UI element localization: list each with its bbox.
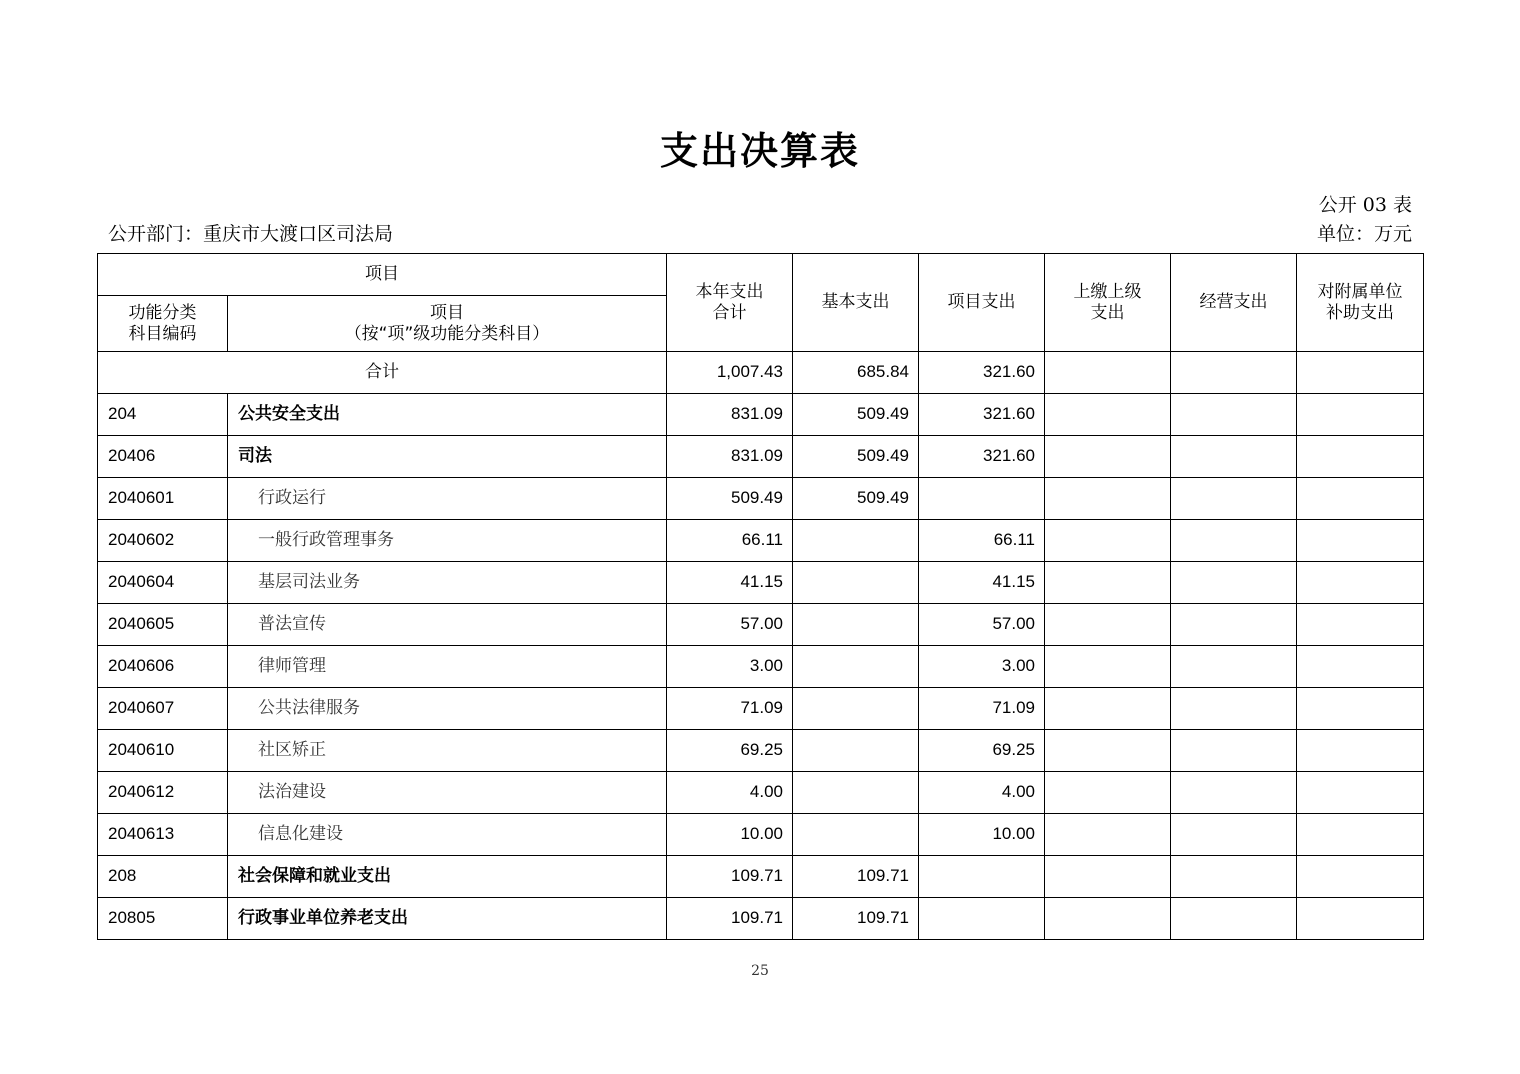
header-basic: 基本支出 — [793, 254, 919, 352]
row-cell-subsidy — [1297, 562, 1424, 604]
row-cell-basic — [793, 604, 919, 646]
row-cell-total: 57.00 — [667, 604, 793, 646]
row-cell-total: 831.09 — [667, 394, 793, 436]
unit-label: 单位：万元 — [1316, 223, 1412, 245]
row-cell-upper — [1045, 394, 1171, 436]
row-cell-project: 69.25 — [919, 730, 1045, 772]
row-code: 204 — [98, 394, 228, 436]
row-cell-basic — [793, 730, 919, 772]
total-cell-upper — [1045, 352, 1171, 394]
row-cell-total: 109.71 — [667, 856, 793, 898]
row-cell-total: 69.25 — [667, 730, 793, 772]
table-row — [98, 730, 1424, 772]
row-cell-business — [1171, 688, 1297, 730]
header-subsidy: 对附属单位 补助支出 — [1297, 254, 1424, 352]
row-cell-total: 10.00 — [667, 814, 793, 856]
row-cell-business — [1171, 436, 1297, 478]
form-number: 公开 03 表 — [1318, 194, 1412, 216]
row-cell-subsidy — [1297, 772, 1424, 814]
row-cell-upper — [1045, 604, 1171, 646]
row-cell-basic — [793, 772, 919, 814]
row-cell-business — [1171, 856, 1297, 898]
table-row — [98, 394, 1424, 436]
row-code: 2040601 — [98, 478, 228, 520]
row-cell-project: 66.11 — [919, 520, 1045, 562]
row-cell-subsidy — [1297, 646, 1424, 688]
row-name: 法治建设 — [228, 772, 667, 814]
table-row — [98, 562, 1424, 604]
row-cell-subsidy — [1297, 898, 1424, 940]
row-name: 基层司法业务 — [228, 562, 667, 604]
row-cell-subsidy — [1297, 688, 1424, 730]
row-cell-basic: 509.49 — [793, 394, 919, 436]
row-cell-basic — [793, 520, 919, 562]
row-cell-subsidy — [1297, 478, 1424, 520]
row-name: 一般行政管理事务 — [228, 520, 667, 562]
row-code: 2040613 — [98, 814, 228, 856]
row-name: 行政运行 — [228, 478, 667, 520]
row-code: 20805 — [98, 898, 228, 940]
row-cell-project: 41.15 — [919, 562, 1045, 604]
row-name: 律师管理 — [228, 646, 667, 688]
row-cell-total: 71.09 — [667, 688, 793, 730]
row-cell-basic: 109.71 — [793, 856, 919, 898]
row-cell-subsidy — [1297, 436, 1424, 478]
row-cell-subsidy — [1297, 814, 1424, 856]
row-cell-basic: 509.49 — [793, 436, 919, 478]
total-cell-business — [1171, 352, 1297, 394]
row-cell-upper — [1045, 898, 1171, 940]
row-cell-upper — [1045, 646, 1171, 688]
row-code: 2040602 — [98, 520, 228, 562]
row-cell-upper — [1045, 730, 1171, 772]
row-code: 208 — [98, 856, 228, 898]
row-code: 2040606 — [98, 646, 228, 688]
page-title: 支出决算表 — [659, 129, 860, 173]
row-cell-business — [1171, 730, 1297, 772]
row-cell-business — [1171, 478, 1297, 520]
row-name: 行政事业单位养老支出 — [228, 898, 667, 940]
row-cell-subsidy — [1297, 394, 1424, 436]
total-label: 合计 — [98, 352, 667, 394]
row-cell-upper — [1045, 814, 1171, 856]
row-cell-total: 109.71 — [667, 898, 793, 940]
row-cell-basic: 109.71 — [793, 898, 919, 940]
row-cell-upper — [1045, 478, 1171, 520]
table-row — [98, 520, 1424, 562]
table-row — [98, 772, 1424, 814]
row-code: 2040604 — [98, 562, 228, 604]
row-code: 2040612 — [98, 772, 228, 814]
row-cell-upper — [1045, 520, 1171, 562]
total-cell-total: 1,007.43 — [667, 352, 793, 394]
table-row — [98, 856, 1424, 898]
row-cell-upper — [1045, 436, 1171, 478]
total-cell-subsidy — [1297, 352, 1424, 394]
header-name: 项目 （按“项”级功能分类科目） — [228, 296, 667, 352]
page-number: 25 — [751, 963, 769, 979]
row-cell-project — [919, 898, 1045, 940]
row-cell-project: 4.00 — [919, 772, 1045, 814]
row-cell-business — [1171, 772, 1297, 814]
row-cell-upper — [1045, 562, 1171, 604]
row-name: 司法 — [228, 436, 667, 478]
row-cell-project — [919, 856, 1045, 898]
header-item-group: 项目 — [98, 254, 667, 296]
row-cell-basic — [793, 646, 919, 688]
row-cell-business — [1171, 814, 1297, 856]
row-cell-upper — [1045, 772, 1171, 814]
row-cell-total: 4.00 — [667, 772, 793, 814]
row-name: 公共安全支出 — [228, 394, 667, 436]
row-cell-basic: 509.49 — [793, 478, 919, 520]
total-cell-project: 321.60 — [919, 352, 1045, 394]
table-row — [98, 814, 1424, 856]
header-code: 功能分类 科目编码 — [98, 296, 228, 352]
table-row — [98, 646, 1424, 688]
department-label: 公开部门：重庆市大渡口区司法局 — [108, 223, 394, 245]
row-cell-subsidy — [1297, 604, 1424, 646]
row-code: 2040605 — [98, 604, 228, 646]
row-cell-total: 66.11 — [667, 520, 793, 562]
row-cell-upper — [1045, 688, 1171, 730]
header-upper: 上缴上级 支出 — [1045, 254, 1171, 352]
row-cell-business — [1171, 394, 1297, 436]
row-cell-business — [1171, 646, 1297, 688]
total-cell-basic: 685.84 — [793, 352, 919, 394]
row-cell-subsidy — [1297, 730, 1424, 772]
header-business: 经营支出 — [1171, 254, 1297, 352]
row-code: 20406 — [98, 436, 228, 478]
row-name: 社会保障和就业支出 — [228, 856, 667, 898]
row-cell-business — [1171, 898, 1297, 940]
table-row — [98, 478, 1424, 520]
row-cell-project — [919, 478, 1045, 520]
row-cell-upper — [1045, 856, 1171, 898]
row-cell-project: 10.00 — [919, 814, 1045, 856]
row-code: 2040610 — [98, 730, 228, 772]
row-cell-business — [1171, 562, 1297, 604]
row-cell-basic — [793, 688, 919, 730]
row-cell-business — [1171, 520, 1297, 562]
row-name: 社区矫正 — [228, 730, 667, 772]
row-name: 公共法律服务 — [228, 688, 667, 730]
row-cell-project: 57.00 — [919, 604, 1045, 646]
table-row — [98, 898, 1424, 940]
row-code: 2040607 — [98, 688, 228, 730]
row-name: 普法宣传 — [228, 604, 667, 646]
row-cell-subsidy — [1297, 520, 1424, 562]
row-cell-total: 41.15 — [667, 562, 793, 604]
table-row — [98, 688, 1424, 730]
total-row — [98, 352, 1424, 394]
row-cell-project: 321.60 — [919, 436, 1045, 478]
row-cell-total: 831.09 — [667, 436, 793, 478]
header-total: 本年支出 合计 — [667, 254, 793, 352]
row-cell-project: 3.00 — [919, 646, 1045, 688]
table-row — [98, 604, 1424, 646]
row-cell-total: 3.00 — [667, 646, 793, 688]
row-cell-subsidy — [1297, 856, 1424, 898]
row-cell-business — [1171, 604, 1297, 646]
header-project: 项目支出 — [919, 254, 1045, 352]
row-cell-project: 71.09 — [919, 688, 1045, 730]
expenditure-table — [97, 253, 1424, 940]
row-cell-total: 509.49 — [667, 478, 793, 520]
row-cell-project: 321.60 — [919, 394, 1045, 436]
row-cell-basic — [793, 562, 919, 604]
row-cell-basic — [793, 814, 919, 856]
row-name: 信息化建设 — [228, 814, 667, 856]
table-row — [98, 436, 1424, 478]
